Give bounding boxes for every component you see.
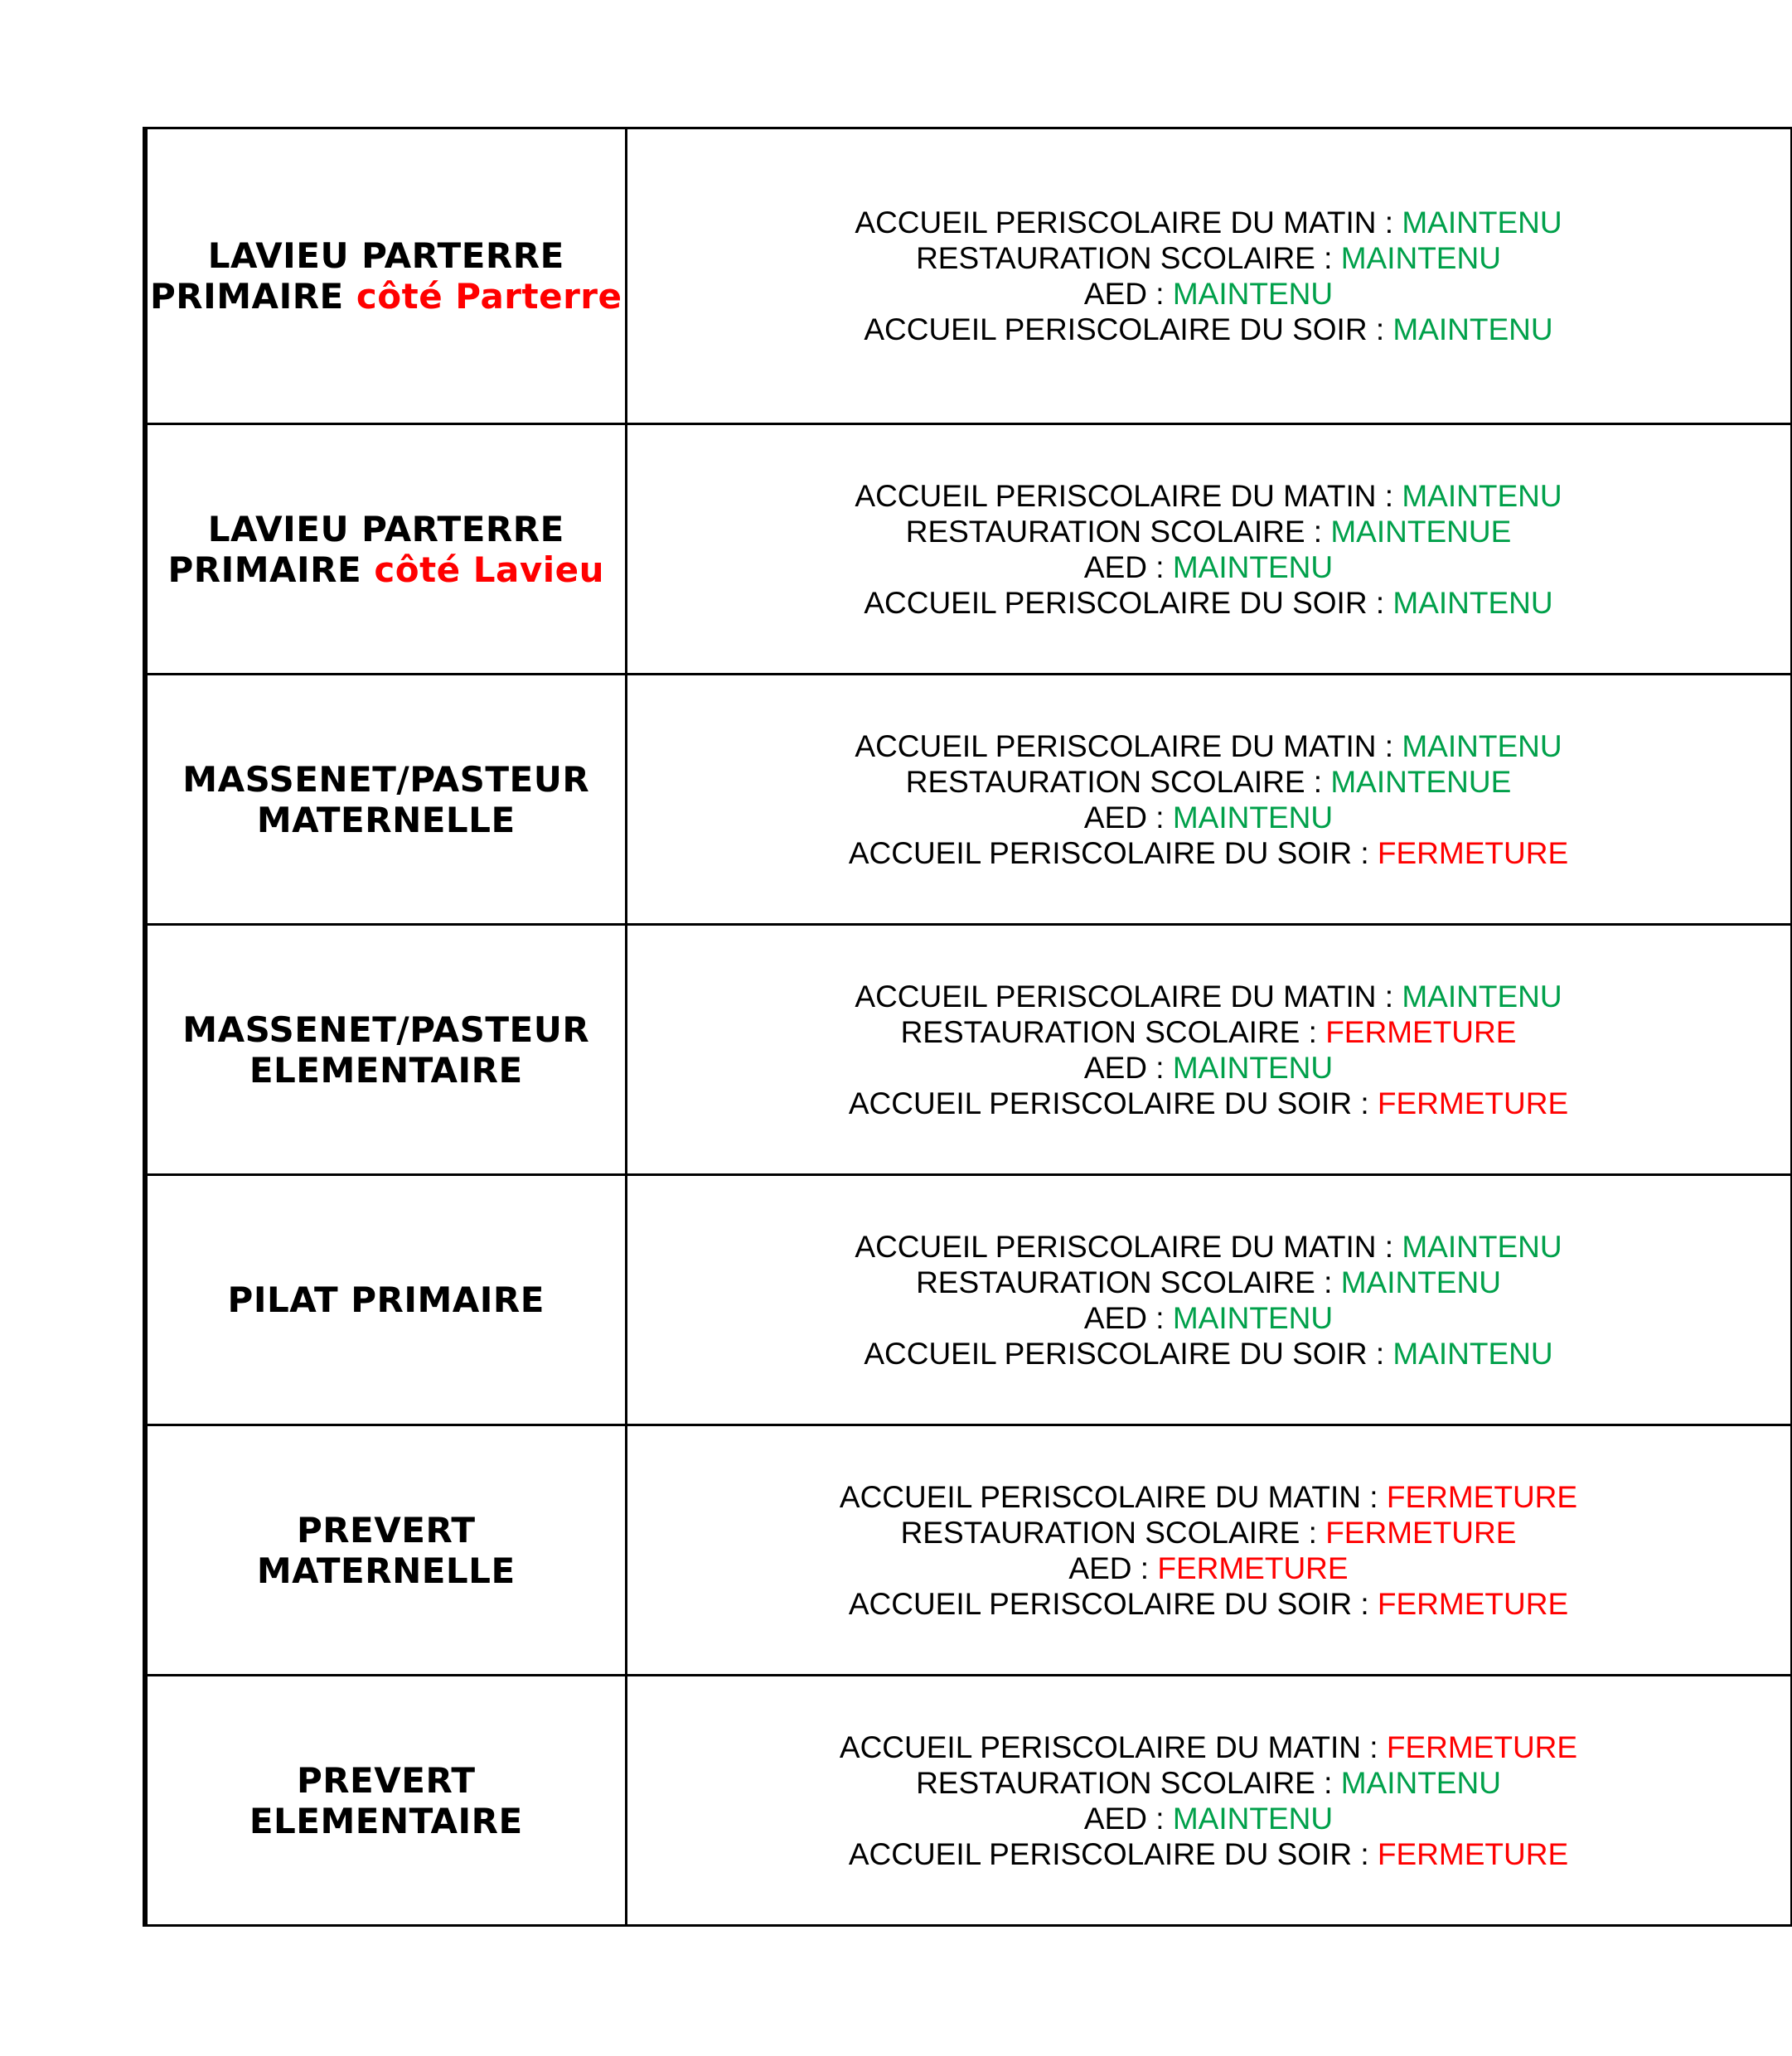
- service-label: RESTAURATION SCOLAIRE :: [905, 764, 1331, 799]
- school-name-line1: MASSENET/PASTEUR: [182, 758, 590, 800]
- service-label: ACCUEIL PERISCOLAIRE DU MATIN :: [855, 728, 1402, 763]
- service-aed: [627, 800, 1790, 835]
- service-evening: [627, 1586, 1790, 1622]
- service-restauration: [627, 1515, 1790, 1550]
- service-restauration: [627, 1765, 1790, 1801]
- school-cell: [145, 128, 626, 424]
- service-evening: [627, 835, 1790, 871]
- service-status: MAINTENU: [1340, 1765, 1501, 1800]
- service-morning: [627, 205, 1790, 240]
- service-label: RESTAURATION SCOLAIRE :: [905, 514, 1331, 549]
- service-morning: [627, 728, 1790, 764]
- service-restauration: [627, 514, 1790, 549]
- service-label: RESTAURATION SCOLAIRE :: [916, 1265, 1341, 1299]
- service-status: FERMETURE: [1386, 1479, 1578, 1514]
- service-status: MAINTENU: [1172, 800, 1334, 834]
- school-name-line1: MASSENET/PASTEUR: [182, 1009, 590, 1050]
- service-label: ACCUEIL PERISCOLAIRE DU SOIR :: [848, 1836, 1378, 1871]
- service-label: ACCUEIL PERISCOLAIRE DU MATIN :: [855, 206, 1402, 239]
- table-row: [145, 1425, 1791, 1676]
- services-cell: [626, 128, 1791, 424]
- school-name-line2: PRIMAIRE: [167, 549, 362, 590]
- service-status: FERMETURE: [1377, 1586, 1569, 1621]
- service-label: RESTAURATION SCOLAIRE :: [916, 1765, 1341, 1800]
- table-row: [145, 675, 1791, 925]
- service-aed: [627, 1801, 1790, 1836]
- service-status: MAINTENU: [1402, 728, 1562, 763]
- service-status: MAINTENU: [1402, 478, 1562, 513]
- school-cell: [145, 675, 626, 925]
- service-status: FERMETURE: [1386, 1729, 1578, 1764]
- services-list: [627, 478, 1790, 621]
- services-list: [627, 205, 1790, 347]
- service-status: MAINTENU: [1392, 585, 1553, 620]
- school-name-line1: PREVERT: [296, 1759, 476, 1801]
- school-cell: [145, 1676, 626, 1926]
- service-morning: [627, 1479, 1790, 1515]
- school-cell: [145, 1175, 626, 1425]
- service-aed: [627, 1050, 1790, 1086]
- school-cell: [145, 424, 626, 675]
- service-morning: [627, 1729, 1790, 1765]
- service-label: ACCUEIL PERISCOLAIRE DU SOIR :: [848, 1086, 1378, 1120]
- service-status: MAINTENUE: [1330, 514, 1512, 549]
- school-name: [148, 235, 625, 317]
- service-label: RESTAURATION SCOLAIRE :: [900, 1014, 1326, 1049]
- school-side-note: côté Parterre: [356, 276, 622, 317]
- services-cell: [626, 925, 1791, 1175]
- school-name: [148, 509, 625, 590]
- service-label: AED :: [1083, 1801, 1173, 1836]
- school-cell: [145, 925, 626, 1175]
- service-label: AED :: [1083, 800, 1173, 834]
- service-label: AED :: [1083, 1050, 1173, 1085]
- service-status: MAINTENU: [1402, 206, 1562, 239]
- service-restauration: [627, 240, 1790, 276]
- service-label: ACCUEIL PERISCOLAIRE DU MATIN :: [855, 979, 1402, 1013]
- school-name-line2: MATERNELLE: [256, 1550, 516, 1591]
- service-label: RESTAURATION SCOLAIRE :: [900, 1515, 1326, 1550]
- service-status: MAINTENU: [1172, 1050, 1334, 1085]
- services-cell: [626, 1676, 1791, 1926]
- services-cell: [626, 424, 1791, 675]
- table-row: [145, 128, 1791, 424]
- service-status: FERMETURE: [1377, 1086, 1569, 1120]
- service-label: AED :: [1068, 1550, 1158, 1585]
- school-name-line2: ELEMENTAIRE: [249, 1800, 523, 1841]
- service-morning: [627, 979, 1790, 1014]
- service-status: MAINTENU: [1172, 549, 1334, 584]
- service-evening: [627, 1836, 1790, 1872]
- service-evening: [627, 1086, 1790, 1121]
- service-label: AED :: [1083, 277, 1173, 311]
- service-status: MAINTENU: [1402, 979, 1562, 1013]
- service-aed: [627, 549, 1790, 585]
- service-label: RESTAURATION SCOLAIRE :: [916, 241, 1341, 275]
- school-name-line1: PREVERT: [296, 1509, 476, 1550]
- service-status: FERMETURE: [1325, 1515, 1517, 1550]
- service-status: MAINTENU: [1402, 1229, 1562, 1264]
- school-name-line2: MATERNELLE: [256, 799, 516, 840]
- services-list: [627, 1229, 1790, 1371]
- service-label: ACCUEIL PERISCOLAIRE DU SOIR :: [864, 312, 1393, 346]
- service-restauration: [627, 764, 1790, 800]
- school-name-line1: PILAT PRIMAIRE: [227, 1280, 545, 1320]
- services-cell: [626, 1425, 1791, 1676]
- service-status: MAINTENU: [1172, 1300, 1334, 1335]
- service-label: ACCUEIL PERISCOLAIRE DU SOIR :: [848, 1586, 1378, 1621]
- service-aed: [627, 276, 1790, 312]
- service-restauration: [627, 1014, 1790, 1050]
- school-cell: [145, 1425, 626, 1676]
- service-status: FERMETURE: [1377, 1836, 1569, 1871]
- service-status: FERMETURE: [1325, 1014, 1517, 1049]
- service-label: ACCUEIL PERISCOLAIRE DU MATIN :: [839, 1479, 1387, 1514]
- school-services-table: [143, 127, 1792, 1927]
- school-side-note: côté Lavieu: [374, 549, 605, 590]
- service-evening: [627, 312, 1790, 347]
- service-restauration: [627, 1265, 1790, 1300]
- service-label: AED :: [1083, 549, 1173, 584]
- school-name: [148, 1009, 625, 1091]
- service-label: ACCUEIL PERISCOLAIRE DU SOIR :: [864, 1336, 1393, 1371]
- school-name-line2: ELEMENTAIRE: [249, 1049, 523, 1091]
- service-status: MAINTENU: [1340, 1265, 1501, 1299]
- school-name: [148, 1280, 625, 1320]
- service-aed: [627, 1550, 1790, 1586]
- service-label: ACCUEIL PERISCOLAIRE DU SOIR :: [848, 835, 1378, 870]
- school-name-line1: LAVIEU PARTERRE: [207, 235, 564, 276]
- service-label: ACCUEIL PERISCOLAIRE DU SOIR :: [864, 585, 1393, 620]
- services-list: [627, 728, 1790, 871]
- table-row: [145, 925, 1791, 1175]
- school-name-line1: LAVIEU PARTERRE: [207, 508, 564, 549]
- school-name: [148, 759, 625, 840]
- service-aed: [627, 1300, 1790, 1336]
- service-morning: [627, 478, 1790, 514]
- service-morning: [627, 1229, 1790, 1265]
- service-label: ACCUEIL PERISCOLAIRE DU MATIN :: [855, 1229, 1402, 1264]
- service-status: FERMETURE: [1377, 835, 1569, 870]
- table-row: [145, 424, 1791, 675]
- service-status: MAINTENU: [1340, 241, 1501, 275]
- service-status: FERMETURE: [1157, 1550, 1349, 1585]
- table-row: [145, 1676, 1791, 1926]
- service-label: AED :: [1083, 1300, 1173, 1335]
- service-label: ACCUEIL PERISCOLAIRE DU MATIN :: [839, 1729, 1387, 1764]
- school-name-line2: PRIMAIRE: [150, 276, 344, 317]
- service-status: MAINTENU: [1172, 1801, 1334, 1836]
- services-list: [627, 1479, 1790, 1622]
- service-status: MAINTENUE: [1330, 764, 1512, 799]
- services-list: [627, 979, 1790, 1121]
- service-status: MAINTENU: [1172, 277, 1334, 311]
- service-label: ACCUEIL PERISCOLAIRE DU MATIN :: [855, 478, 1402, 513]
- services-list: [627, 1729, 1790, 1872]
- school-name: [148, 1760, 625, 1841]
- school-name: [148, 1510, 625, 1591]
- services-cell: [626, 675, 1791, 925]
- service-status: MAINTENU: [1392, 1336, 1553, 1371]
- service-status: MAINTENU: [1392, 312, 1553, 346]
- services-cell: [626, 1175, 1791, 1425]
- service-evening: [627, 585, 1790, 621]
- table-row: [145, 1175, 1791, 1425]
- service-evening: [627, 1336, 1790, 1371]
